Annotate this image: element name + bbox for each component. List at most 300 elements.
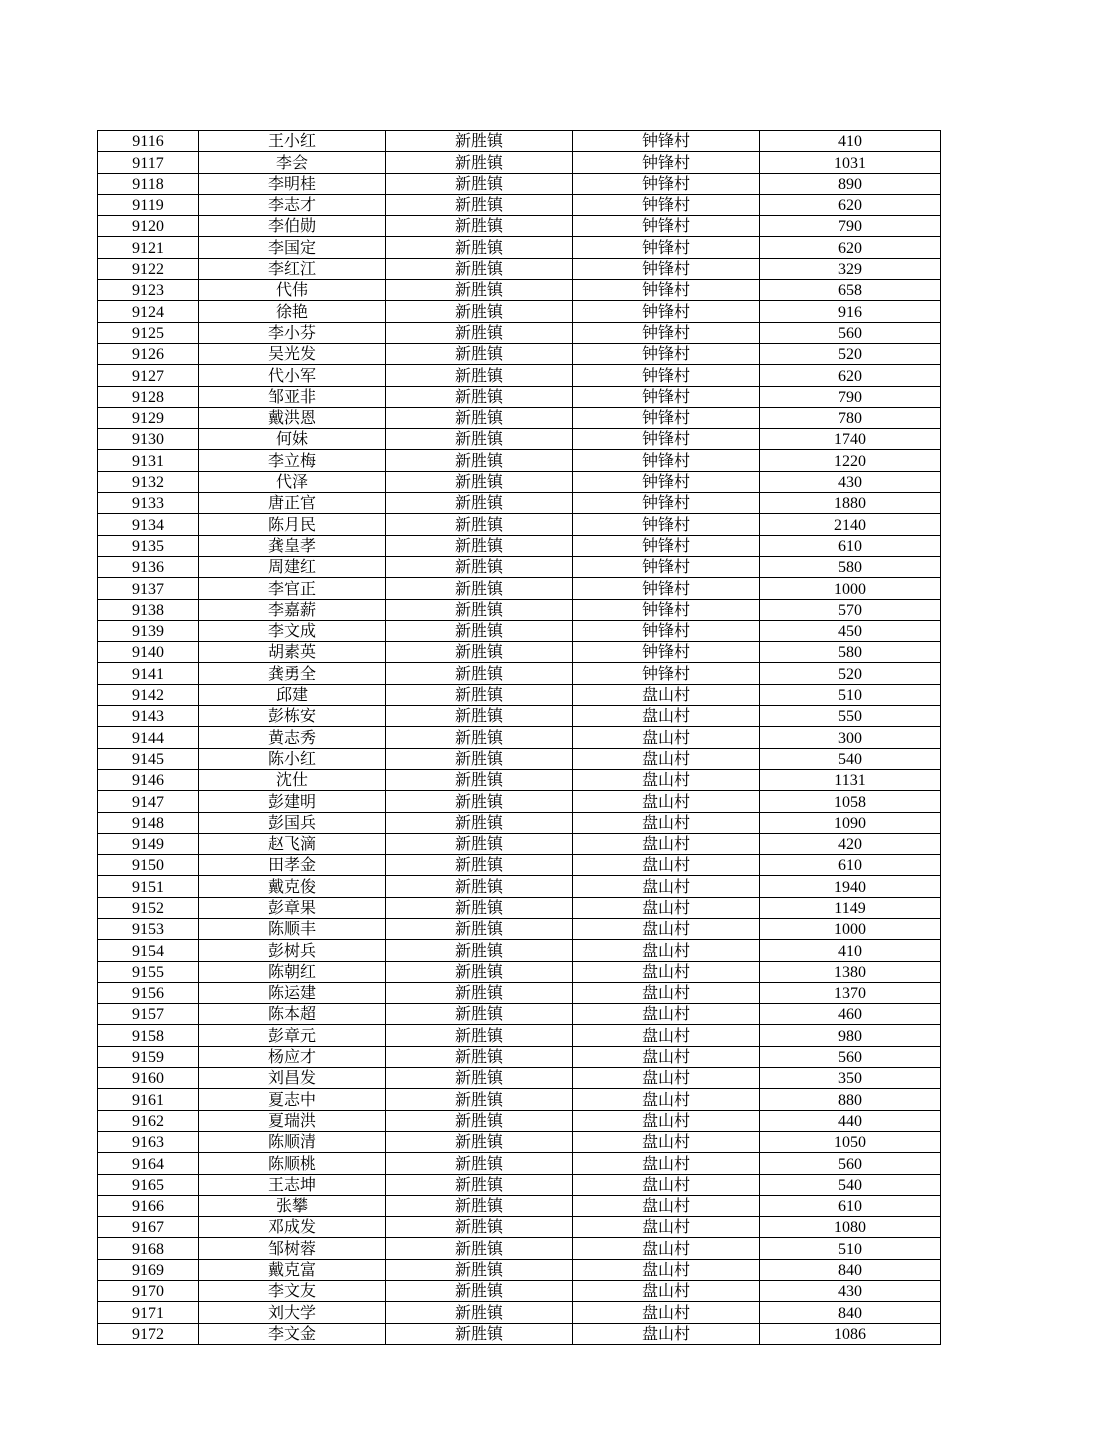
table-row bbox=[98, 131, 941, 152]
name-cell: 陈顺丰 bbox=[199, 918, 386, 939]
table-row bbox=[98, 876, 941, 897]
village-cell: 盘山村 bbox=[573, 812, 760, 833]
table-row bbox=[98, 407, 941, 428]
name-cell: 彭章果 bbox=[199, 897, 386, 918]
amount-cell: 1880 bbox=[760, 493, 941, 514]
row-number-cell: 9161 bbox=[98, 1089, 199, 1110]
village-cell: 盘山村 bbox=[573, 833, 760, 854]
row-number-cell: 9120 bbox=[98, 216, 199, 237]
amount-cell: 550 bbox=[760, 706, 941, 727]
name-cell: 吴光发 bbox=[199, 343, 386, 364]
name-cell: 夏志中 bbox=[199, 1089, 386, 1110]
amount-cell: 610 bbox=[760, 1195, 941, 1216]
row-number-cell: 9172 bbox=[98, 1323, 199, 1344]
amount-cell: 890 bbox=[760, 173, 941, 194]
table-row bbox=[98, 322, 941, 343]
row-number-cell: 9136 bbox=[98, 556, 199, 577]
name-cell: 陈运建 bbox=[199, 982, 386, 1003]
amount-cell: 916 bbox=[760, 301, 941, 322]
row-number-cell: 9142 bbox=[98, 684, 199, 705]
amount-cell: 2140 bbox=[760, 514, 941, 535]
row-number-cell: 9119 bbox=[98, 194, 199, 215]
table-row bbox=[98, 1302, 941, 1323]
table-row bbox=[98, 152, 941, 173]
town-cell: 新胜镇 bbox=[386, 280, 573, 301]
village-cell: 钟锋村 bbox=[573, 471, 760, 492]
amount-cell: 620 bbox=[760, 194, 941, 215]
row-number-cell: 9146 bbox=[98, 769, 199, 790]
name-cell: 李红江 bbox=[199, 258, 386, 279]
table-row bbox=[98, 855, 941, 876]
amount-cell: 430 bbox=[760, 1281, 941, 1302]
name-cell: 龚皇孝 bbox=[199, 535, 386, 556]
table-body bbox=[98, 131, 941, 1345]
village-cell: 盘山村 bbox=[573, 918, 760, 939]
name-cell: 邓成发 bbox=[199, 1217, 386, 1238]
table-row bbox=[98, 343, 941, 364]
town-cell: 新胜镇 bbox=[386, 1068, 573, 1089]
table-row bbox=[98, 194, 941, 215]
table-row bbox=[98, 769, 941, 790]
row-number-cell: 9163 bbox=[98, 1131, 199, 1152]
table-row bbox=[98, 833, 941, 854]
row-number-cell: 9132 bbox=[98, 471, 199, 492]
row-number-cell: 9152 bbox=[98, 897, 199, 918]
row-number-cell: 9157 bbox=[98, 1004, 199, 1025]
town-cell: 新胜镇 bbox=[386, 237, 573, 258]
name-cell: 戴克富 bbox=[199, 1259, 386, 1280]
village-cell: 盘山村 bbox=[573, 1046, 760, 1067]
name-cell: 陈顺桃 bbox=[199, 1153, 386, 1174]
name-cell: 陈朝红 bbox=[199, 961, 386, 982]
name-cell: 李文友 bbox=[199, 1281, 386, 1302]
village-cell: 盘山村 bbox=[573, 1238, 760, 1259]
amount-cell: 1149 bbox=[760, 897, 941, 918]
table-row bbox=[98, 1153, 941, 1174]
row-number-cell: 9123 bbox=[98, 280, 199, 301]
name-cell: 代小军 bbox=[199, 365, 386, 386]
town-cell: 新胜镇 bbox=[386, 386, 573, 407]
amount-cell: 580 bbox=[760, 642, 941, 663]
village-cell: 钟锋村 bbox=[573, 578, 760, 599]
table-row bbox=[98, 791, 941, 812]
village-cell: 钟锋村 bbox=[573, 237, 760, 258]
town-cell: 新胜镇 bbox=[386, 194, 573, 215]
name-cell: 邹树蓉 bbox=[199, 1238, 386, 1259]
row-number-cell: 9130 bbox=[98, 429, 199, 450]
town-cell: 新胜镇 bbox=[386, 429, 573, 450]
name-cell: 李立梅 bbox=[199, 450, 386, 471]
village-cell: 钟锋村 bbox=[573, 301, 760, 322]
name-cell: 徐艳 bbox=[199, 301, 386, 322]
town-cell: 新胜镇 bbox=[386, 1259, 573, 1280]
amount-cell: 1031 bbox=[760, 152, 941, 173]
row-number-cell: 9124 bbox=[98, 301, 199, 322]
table-row bbox=[98, 620, 941, 641]
amount-cell: 450 bbox=[760, 620, 941, 641]
amount-cell: 1220 bbox=[760, 450, 941, 471]
name-cell: 龚勇全 bbox=[199, 663, 386, 684]
town-cell: 新胜镇 bbox=[386, 471, 573, 492]
amount-cell: 610 bbox=[760, 855, 941, 876]
town-cell: 新胜镇 bbox=[386, 450, 573, 471]
town-cell: 新胜镇 bbox=[386, 1195, 573, 1216]
name-cell: 杨应才 bbox=[199, 1046, 386, 1067]
village-cell: 盘山村 bbox=[573, 897, 760, 918]
village-cell: 盘山村 bbox=[573, 706, 760, 727]
town-cell: 新胜镇 bbox=[386, 131, 573, 152]
town-cell: 新胜镇 bbox=[386, 642, 573, 663]
table-row bbox=[98, 1004, 941, 1025]
town-cell: 新胜镇 bbox=[386, 1174, 573, 1195]
row-number-cell: 9164 bbox=[98, 1153, 199, 1174]
amount-cell: 1090 bbox=[760, 812, 941, 833]
table-row bbox=[98, 897, 941, 918]
table-row bbox=[98, 642, 941, 663]
name-cell: 李明桂 bbox=[199, 173, 386, 194]
village-cell: 钟锋村 bbox=[573, 280, 760, 301]
row-number-cell: 9125 bbox=[98, 322, 199, 343]
table-row bbox=[98, 365, 941, 386]
row-number-cell: 9140 bbox=[98, 642, 199, 663]
row-number-cell: 9167 bbox=[98, 1217, 199, 1238]
town-cell: 新胜镇 bbox=[386, 1281, 573, 1302]
town-cell: 新胜镇 bbox=[386, 365, 573, 386]
row-number-cell: 9144 bbox=[98, 727, 199, 748]
row-number-cell: 9118 bbox=[98, 173, 199, 194]
town-cell: 新胜镇 bbox=[386, 1046, 573, 1067]
town-cell: 新胜镇 bbox=[386, 535, 573, 556]
row-number-cell: 9145 bbox=[98, 748, 199, 769]
amount-cell: 410 bbox=[760, 940, 941, 961]
table-row bbox=[98, 1195, 941, 1216]
village-cell: 钟锋村 bbox=[573, 152, 760, 173]
name-cell: 沈仕 bbox=[199, 769, 386, 790]
row-number-cell: 9153 bbox=[98, 918, 199, 939]
amount-cell: 329 bbox=[760, 258, 941, 279]
row-number-cell: 9169 bbox=[98, 1259, 199, 1280]
amount-cell: 420 bbox=[760, 833, 941, 854]
town-cell: 新胜镇 bbox=[386, 791, 573, 812]
name-cell: 李文成 bbox=[199, 620, 386, 641]
town-cell: 新胜镇 bbox=[386, 918, 573, 939]
village-cell: 盘山村 bbox=[573, 1195, 760, 1216]
amount-cell: 790 bbox=[760, 216, 941, 237]
name-cell: 李伯勋 bbox=[199, 216, 386, 237]
name-cell: 李会 bbox=[199, 152, 386, 173]
name-cell: 刘大学 bbox=[199, 1302, 386, 1323]
name-cell: 李小芬 bbox=[199, 322, 386, 343]
name-cell: 戴克俊 bbox=[199, 876, 386, 897]
table-row bbox=[98, 748, 941, 769]
row-number-cell: 9138 bbox=[98, 599, 199, 620]
village-cell: 钟锋村 bbox=[573, 173, 760, 194]
town-cell: 新胜镇 bbox=[386, 706, 573, 727]
table-row bbox=[98, 216, 941, 237]
village-cell: 盘山村 bbox=[573, 748, 760, 769]
village-cell: 盘山村 bbox=[573, 1302, 760, 1323]
village-cell: 盘山村 bbox=[573, 1068, 760, 1089]
amount-cell: 1000 bbox=[760, 578, 941, 599]
amount-cell: 840 bbox=[760, 1302, 941, 1323]
village-cell: 钟锋村 bbox=[573, 322, 760, 343]
name-cell: 刘昌发 bbox=[199, 1068, 386, 1089]
village-cell: 盘山村 bbox=[573, 769, 760, 790]
row-number-cell: 9116 bbox=[98, 131, 199, 152]
table-row bbox=[98, 493, 941, 514]
village-cell: 盘山村 bbox=[573, 727, 760, 748]
row-number-cell: 9117 bbox=[98, 152, 199, 173]
town-cell: 新胜镇 bbox=[386, 1217, 573, 1238]
table-row bbox=[98, 706, 941, 727]
village-cell: 盘山村 bbox=[573, 1004, 760, 1025]
name-cell: 李志才 bbox=[199, 194, 386, 215]
town-cell: 新胜镇 bbox=[386, 493, 573, 514]
amount-cell: 460 bbox=[760, 1004, 941, 1025]
table-row bbox=[98, 727, 941, 748]
row-number-cell: 9154 bbox=[98, 940, 199, 961]
village-cell: 盘山村 bbox=[573, 982, 760, 1003]
name-cell: 李嘉薪 bbox=[199, 599, 386, 620]
town-cell: 新胜镇 bbox=[386, 897, 573, 918]
table-row bbox=[98, 237, 941, 258]
amount-cell: 560 bbox=[760, 1153, 941, 1174]
village-cell: 钟锋村 bbox=[573, 343, 760, 364]
amount-cell: 610 bbox=[760, 535, 941, 556]
town-cell: 新胜镇 bbox=[386, 578, 573, 599]
name-cell: 田孝金 bbox=[199, 855, 386, 876]
row-number-cell: 9143 bbox=[98, 706, 199, 727]
town-cell: 新胜镇 bbox=[386, 556, 573, 577]
town-cell: 新胜镇 bbox=[386, 1153, 573, 1174]
amount-cell: 1058 bbox=[760, 791, 941, 812]
table-row bbox=[98, 173, 941, 194]
village-cell: 盘山村 bbox=[573, 1110, 760, 1131]
table-row bbox=[98, 812, 941, 833]
table-row bbox=[98, 514, 941, 535]
amount-cell: 620 bbox=[760, 237, 941, 258]
town-cell: 新胜镇 bbox=[386, 961, 573, 982]
amount-cell: 1940 bbox=[760, 876, 941, 897]
amount-cell: 580 bbox=[760, 556, 941, 577]
name-cell: 赵飞滴 bbox=[199, 833, 386, 854]
amount-cell: 780 bbox=[760, 407, 941, 428]
table-row bbox=[98, 1131, 941, 1152]
village-cell: 盘山村 bbox=[573, 940, 760, 961]
table-row bbox=[98, 982, 941, 1003]
name-cell: 何妹 bbox=[199, 429, 386, 450]
town-cell: 新胜镇 bbox=[386, 514, 573, 535]
village-cell: 盘山村 bbox=[573, 1281, 760, 1302]
name-cell: 李文金 bbox=[199, 1323, 386, 1344]
village-cell: 钟锋村 bbox=[573, 556, 760, 577]
row-number-cell: 9151 bbox=[98, 876, 199, 897]
town-cell: 新胜镇 bbox=[386, 727, 573, 748]
name-cell: 李官正 bbox=[199, 578, 386, 599]
name-cell: 代泽 bbox=[199, 471, 386, 492]
table-row bbox=[98, 1323, 941, 1344]
name-cell: 彭栋安 bbox=[199, 706, 386, 727]
amount-cell: 1080 bbox=[760, 1217, 941, 1238]
row-number-cell: 9139 bbox=[98, 620, 199, 641]
town-cell: 新胜镇 bbox=[386, 748, 573, 769]
village-cell: 钟锋村 bbox=[573, 514, 760, 535]
amount-cell: 1086 bbox=[760, 1323, 941, 1344]
row-number-cell: 9166 bbox=[98, 1195, 199, 1216]
amount-cell: 560 bbox=[760, 322, 941, 343]
row-number-cell: 9168 bbox=[98, 1238, 199, 1259]
village-cell: 盘山村 bbox=[573, 1323, 760, 1344]
village-cell: 钟锋村 bbox=[573, 620, 760, 641]
village-cell: 盘山村 bbox=[573, 1217, 760, 1238]
data-table bbox=[97, 130, 941, 1345]
town-cell: 新胜镇 bbox=[386, 684, 573, 705]
amount-cell: 540 bbox=[760, 1174, 941, 1195]
row-number-cell: 9122 bbox=[98, 258, 199, 279]
table-row bbox=[98, 301, 941, 322]
table-row bbox=[98, 1089, 941, 1110]
amount-cell: 440 bbox=[760, 1110, 941, 1131]
amount-cell: 1740 bbox=[760, 429, 941, 450]
village-cell: 盘山村 bbox=[573, 791, 760, 812]
town-cell: 新胜镇 bbox=[386, 620, 573, 641]
table-row bbox=[98, 429, 941, 450]
amount-cell: 1050 bbox=[760, 1131, 941, 1152]
town-cell: 新胜镇 bbox=[386, 982, 573, 1003]
amount-cell: 1131 bbox=[760, 769, 941, 790]
name-cell: 王志坤 bbox=[199, 1174, 386, 1195]
name-cell: 邹亚非 bbox=[199, 386, 386, 407]
town-cell: 新胜镇 bbox=[386, 876, 573, 897]
table-row bbox=[98, 535, 941, 556]
row-number-cell: 9135 bbox=[98, 535, 199, 556]
village-cell: 钟锋村 bbox=[573, 450, 760, 471]
town-cell: 新胜镇 bbox=[386, 599, 573, 620]
town-cell: 新胜镇 bbox=[386, 1025, 573, 1046]
table-row bbox=[98, 1068, 941, 1089]
name-cell: 李国定 bbox=[199, 237, 386, 258]
name-cell: 王小红 bbox=[199, 131, 386, 152]
village-cell: 盘山村 bbox=[573, 1025, 760, 1046]
name-cell: 夏瑞洪 bbox=[199, 1110, 386, 1131]
table-row bbox=[98, 599, 941, 620]
amount-cell: 790 bbox=[760, 386, 941, 407]
name-cell: 胡素英 bbox=[199, 642, 386, 663]
amount-cell: 350 bbox=[760, 1068, 941, 1089]
name-cell: 戴洪恩 bbox=[199, 407, 386, 428]
table-row bbox=[98, 663, 941, 684]
amount-cell: 1370 bbox=[760, 982, 941, 1003]
amount-cell: 880 bbox=[760, 1089, 941, 1110]
name-cell: 邱建 bbox=[199, 684, 386, 705]
village-cell: 盘山村 bbox=[573, 1089, 760, 1110]
table-row bbox=[98, 1110, 941, 1131]
table-row bbox=[98, 684, 941, 705]
row-number-cell: 9133 bbox=[98, 493, 199, 514]
table-row bbox=[98, 471, 941, 492]
amount-cell: 1000 bbox=[760, 918, 941, 939]
village-cell: 钟锋村 bbox=[573, 599, 760, 620]
amount-cell: 1380 bbox=[760, 961, 941, 982]
row-number-cell: 9128 bbox=[98, 386, 199, 407]
village-cell: 盘山村 bbox=[573, 684, 760, 705]
amount-cell: 510 bbox=[760, 1238, 941, 1259]
amount-cell: 520 bbox=[760, 343, 941, 364]
town-cell: 新胜镇 bbox=[386, 258, 573, 279]
town-cell: 新胜镇 bbox=[386, 1110, 573, 1131]
amount-cell: 430 bbox=[760, 471, 941, 492]
amount-cell: 560 bbox=[760, 1046, 941, 1067]
amount-cell: 510 bbox=[760, 684, 941, 705]
village-cell: 盘山村 bbox=[573, 1259, 760, 1280]
town-cell: 新胜镇 bbox=[386, 1238, 573, 1259]
name-cell: 陈月民 bbox=[199, 514, 386, 535]
village-cell: 钟锋村 bbox=[573, 258, 760, 279]
town-cell: 新胜镇 bbox=[386, 1089, 573, 1110]
village-cell: 钟锋村 bbox=[573, 493, 760, 514]
town-cell: 新胜镇 bbox=[386, 812, 573, 833]
village-cell: 盘山村 bbox=[573, 876, 760, 897]
amount-cell: 410 bbox=[760, 131, 941, 152]
table-row bbox=[98, 1281, 941, 1302]
town-cell: 新胜镇 bbox=[386, 301, 573, 322]
amount-cell: 570 bbox=[760, 599, 941, 620]
amount-cell: 980 bbox=[760, 1025, 941, 1046]
town-cell: 新胜镇 bbox=[386, 940, 573, 961]
row-number-cell: 9156 bbox=[98, 982, 199, 1003]
name-cell: 代伟 bbox=[199, 280, 386, 301]
name-cell: 陈顺清 bbox=[199, 1131, 386, 1152]
amount-cell: 658 bbox=[760, 280, 941, 301]
town-cell: 新胜镇 bbox=[386, 1323, 573, 1344]
table-row bbox=[98, 1259, 941, 1280]
table-row bbox=[98, 1046, 941, 1067]
town-cell: 新胜镇 bbox=[386, 855, 573, 876]
amount-cell: 540 bbox=[760, 748, 941, 769]
amount-cell: 300 bbox=[760, 727, 941, 748]
town-cell: 新胜镇 bbox=[386, 769, 573, 790]
village-cell: 钟锋村 bbox=[573, 429, 760, 450]
name-cell: 陈本超 bbox=[199, 1004, 386, 1025]
village-cell: 盘山村 bbox=[573, 1174, 760, 1195]
name-cell: 彭树兵 bbox=[199, 940, 386, 961]
row-number-cell: 9134 bbox=[98, 514, 199, 535]
table-row bbox=[98, 940, 941, 961]
name-cell: 彭章元 bbox=[199, 1025, 386, 1046]
row-number-cell: 9155 bbox=[98, 961, 199, 982]
town-cell: 新胜镇 bbox=[386, 343, 573, 364]
row-number-cell: 9165 bbox=[98, 1174, 199, 1195]
row-number-cell: 9126 bbox=[98, 343, 199, 364]
village-cell: 钟锋村 bbox=[573, 386, 760, 407]
row-number-cell: 9147 bbox=[98, 791, 199, 812]
village-cell: 钟锋村 bbox=[573, 131, 760, 152]
row-number-cell: 9159 bbox=[98, 1046, 199, 1067]
row-number-cell: 9170 bbox=[98, 1281, 199, 1302]
table-row bbox=[98, 1025, 941, 1046]
town-cell: 新胜镇 bbox=[386, 152, 573, 173]
name-cell: 陈小红 bbox=[199, 748, 386, 769]
row-number-cell: 9162 bbox=[98, 1110, 199, 1131]
name-cell: 张攀 bbox=[199, 1195, 386, 1216]
village-cell: 钟锋村 bbox=[573, 407, 760, 428]
row-number-cell: 9131 bbox=[98, 450, 199, 471]
table-row bbox=[98, 258, 941, 279]
village-cell: 钟锋村 bbox=[573, 642, 760, 663]
village-cell: 钟锋村 bbox=[573, 216, 760, 237]
row-number-cell: 9121 bbox=[98, 237, 199, 258]
town-cell: 新胜镇 bbox=[386, 1004, 573, 1025]
